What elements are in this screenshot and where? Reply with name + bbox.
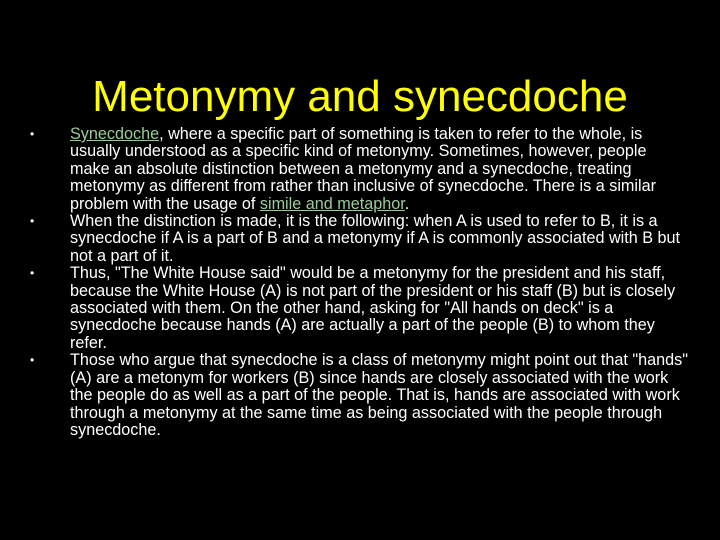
simile-and-metaphor-link[interactable]: simile and metaphor: [259, 194, 405, 213]
bullet-icon: •: [30, 266, 35, 281]
bullet-icon: •: [30, 214, 35, 229]
bullet-icon: •: [30, 127, 35, 141]
bullet-icon: •: [30, 353, 35, 368]
bullet-text-end: .: [404, 194, 410, 213]
bullet-list: [30, 126, 690, 439]
bullet-text: Those who argue that synecdoche is a class of metonymy might point out that "hands" (A) are a metonym for workers (B) since hands are closely associated with the work the people do as well as a part of the people. That is, hands are associated with work through a metonymy at the same time as being associated with the people through synecdoche.: [70, 351, 688, 439]
bullet-item: [30, 213, 690, 265]
bullet-item: [30, 126, 690, 213]
bullet-item: [30, 352, 690, 439]
bullet-text: , where a specific part of something is taken to refer to the whole, is usually understood as a specific kind of metonymy. Sometimes, however, people make an absolute distinction between a metonymy and a synecdoche, treating metonymy as different from rather than inclusive of synecdoche. There is a similar problem with the usage of: [70, 125, 657, 213]
bullet-item: [30, 265, 690, 352]
slide-title: Metonymy and synecdoche: [92, 72, 628, 122]
bullet-text: Thus, "The White House said" would be a metonymy for the president and his staff, because the White House (A) is not part of the president or his staff (B) but is closely associated with them. On the other hand, asking for "All hands on deck" is a synecdoche because hands (A) are actually a part of the people (B) to whom they refer.: [70, 264, 676, 352]
bullet-text: When the distinction is made, it is the following: when A is used to refer to B, it is a synecdoche if A is a part of B and a metonymy if A is commonly associated with B but not a part of it.: [70, 212, 681, 265]
synecdoche-link[interactable]: Synecdoche: [70, 125, 160, 143]
